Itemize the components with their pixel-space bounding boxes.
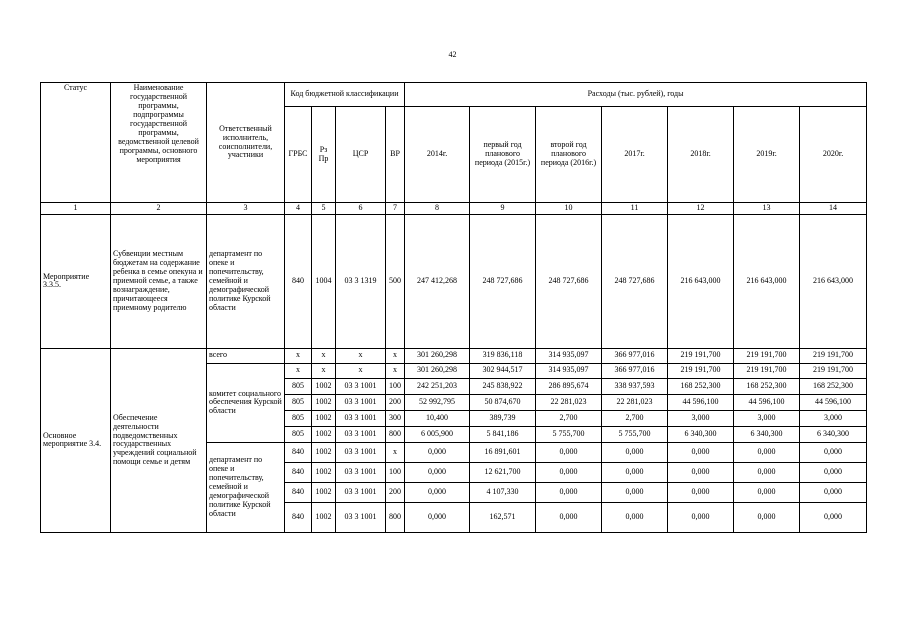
value-2019: 219 191,700 <box>734 348 800 363</box>
vr-cell: 200 <box>386 394 405 410</box>
value-2020: 44 596,100 <box>800 394 867 410</box>
executor-cell: департамент по опеке и попечительству, семейной и демографической политике Курской области <box>207 214 285 348</box>
rzpr-cell: 1002 <box>312 502 336 532</box>
value-2019: 0,000 <box>734 462 800 482</box>
value-2020: 6 340,300 <box>800 426 867 442</box>
rzpr-cell: 1002 <box>312 394 336 410</box>
value-2016: 22 281,023 <box>536 394 602 410</box>
vr-cell: 200 <box>386 482 405 502</box>
header-2020: 2020г. <box>800 107 867 203</box>
value-2017: 22 281,023 <box>602 394 668 410</box>
rzpr-cell: 1002 <box>312 482 336 502</box>
header-executor: Ответственный исполнитель, соисполнители, участники <box>207 83 285 203</box>
vr-cell: х <box>386 348 405 363</box>
value-2020: 0,000 <box>800 442 867 462</box>
col-num: 6 <box>336 203 386 215</box>
header-row-1 <box>41 83 867 107</box>
value-2018: 0,000 <box>668 442 734 462</box>
value-2019: 168 252,300 <box>734 378 800 394</box>
header-2018: 2018г. <box>668 107 734 203</box>
csr-cell: х <box>336 363 386 378</box>
budget-table <box>40 82 867 533</box>
col-num: 2 <box>111 203 207 215</box>
value-2016: 2,700 <box>536 410 602 426</box>
executor-department-cell: департамент по опеке и попечительству, семейной и демографической политике Курской области <box>207 442 285 532</box>
value-2016: 0,000 <box>536 502 602 532</box>
header-2014: 2014г. <box>405 107 470 203</box>
value-2014: 301 260,298 <box>405 363 470 378</box>
header-2017: 2017г. <box>602 107 668 203</box>
value-2014: 0,000 <box>405 482 470 502</box>
header-grbs: ГРБС <box>285 107 312 203</box>
csr-cell: 03 3 1001 <box>336 378 386 394</box>
csr-cell: х <box>336 348 386 363</box>
rzpr-cell: х <box>312 363 336 378</box>
value-2020: 219 191,700 <box>800 348 867 363</box>
value-2019: 44 596,100 <box>734 394 800 410</box>
value-2017: 0,000 <box>602 462 668 482</box>
header-2015: первый год планового периода (2015г.) <box>470 107 536 203</box>
value-2017: 5 755,700 <box>602 426 668 442</box>
col-num: 9 <box>470 203 536 215</box>
status-cell: Мероприятие 3.3.5. <box>41 214 111 348</box>
value-2016: 286 895,674 <box>536 378 602 394</box>
value-2018: 0,000 <box>668 502 734 532</box>
value-2018: 44 596,100 <box>668 394 734 410</box>
value-2015: 319 836,118 <box>470 348 536 363</box>
executor-committee-cell: комитет социального обеспечения Курской области <box>207 363 285 442</box>
grbs-cell: 805 <box>285 378 312 394</box>
vr-cell: 800 <box>386 426 405 442</box>
value-2018: 168 252,300 <box>668 378 734 394</box>
csr-cell: 03 3 1001 <box>336 482 386 502</box>
status-cell: Основное мероприятие 3.4. <box>41 348 111 532</box>
value-2018: 219 191,700 <box>668 348 734 363</box>
table-row <box>41 348 867 363</box>
value-2017: 0,000 <box>602 502 668 532</box>
value-2014: 0,000 <box>405 462 470 482</box>
grbs-cell: 805 <box>285 426 312 442</box>
rzpr-cell: 1002 <box>312 442 336 462</box>
header-expenses: Расходы (тыс. рублей), годы <box>405 83 867 107</box>
rzpr-cell: 1004 <box>312 214 336 348</box>
grbs-cell: х <box>285 363 312 378</box>
grbs-cell: 805 <box>285 394 312 410</box>
value-2017: 338 937,593 <box>602 378 668 394</box>
value-2020: 3,000 <box>800 410 867 426</box>
name-cell: Субвенции местным бюджетам на содержание ребенка в семье опекуна и приемной семье, а также вознаграждение, причитающееся приемному родителю <box>111 214 207 348</box>
value-2015: 248 727,686 <box>470 214 536 348</box>
rzpr-cell: 1002 <box>312 410 336 426</box>
header-vr: ВР <box>386 107 405 203</box>
col-num: 3 <box>207 203 285 215</box>
value-2015: 4 107,330 <box>470 482 536 502</box>
value-2020: 216 643,000 <box>800 214 867 348</box>
csr-cell: 03 3 1001 <box>336 462 386 482</box>
value-2016: 314 935,097 <box>536 348 602 363</box>
value-2019: 0,000 <box>734 442 800 462</box>
value-2019: 0,000 <box>734 502 800 532</box>
value-2014: 0,000 <box>405 442 470 462</box>
value-2020: 0,000 <box>800 462 867 482</box>
value-2015: 162,571 <box>470 502 536 532</box>
value-2014: 301 260,298 <box>405 348 470 363</box>
value-2019: 3,000 <box>734 410 800 426</box>
header-budget-code: Код бюджетной классификации <box>285 83 405 107</box>
value-2016: 0,000 <box>536 462 602 482</box>
rzpr-cell: 1002 <box>312 462 336 482</box>
value-2017: 2,700 <box>602 410 668 426</box>
header-status: Статус <box>41 83 111 203</box>
csr-cell: 03 3 1319 <box>336 214 386 348</box>
csr-cell: 03 3 1001 <box>336 426 386 442</box>
value-2015: 302 944,517 <box>470 363 536 378</box>
name-cell: Обеспечение деятельности подведомственных государственных учреждений социальной помощи семье и детям <box>111 348 207 532</box>
rzpr-cell: 1002 <box>312 378 336 394</box>
col-num: 5 <box>312 203 336 215</box>
grbs-cell: 840 <box>285 502 312 532</box>
header-2019: 2019г. <box>734 107 800 203</box>
csr-cell: 03 3 1001 <box>336 502 386 532</box>
header-rzpr: Рз Пр <box>312 107 336 203</box>
value-2020: 0,000 <box>800 482 867 502</box>
grbs-cell: 840 <box>285 482 312 502</box>
value-2017: 248 727,686 <box>602 214 668 348</box>
vr-cell: 800 <box>386 502 405 532</box>
value-2014: 52 992,795 <box>405 394 470 410</box>
value-2019: 0,000 <box>734 482 800 502</box>
header-name: Наименование государственной программы, подпрограммы государственной программы, ведомственной целевой программы, основного мероприятия <box>111 83 207 203</box>
value-2016: 248 727,686 <box>536 214 602 348</box>
value-2015: 389,739 <box>470 410 536 426</box>
value-2018: 0,000 <box>668 482 734 502</box>
col-num: 13 <box>734 203 800 215</box>
grbs-cell: 840 <box>285 462 312 482</box>
value-2019: 6 340,300 <box>734 426 800 442</box>
value-2018: 6 340,300 <box>668 426 734 442</box>
value-2015: 12 621,700 <box>470 462 536 482</box>
col-num: 10 <box>536 203 602 215</box>
col-num: 14 <box>800 203 867 215</box>
value-2015: 16 891,601 <box>470 442 536 462</box>
csr-cell: 03 3 1001 <box>336 410 386 426</box>
header-2016: второй год планового периода (2016г.) <box>536 107 602 203</box>
value-2019: 219 191,700 <box>734 363 800 378</box>
value-2017: 366 977,016 <box>602 348 668 363</box>
column-number-row <box>41 203 867 215</box>
value-2015: 50 874,670 <box>470 394 536 410</box>
value-2014: 10,400 <box>405 410 470 426</box>
grbs-cell: х <box>285 348 312 363</box>
value-2018: 216 643,000 <box>668 214 734 348</box>
vr-cell: 100 <box>386 378 405 394</box>
col-num: 8 <box>405 203 470 215</box>
vr-cell: 100 <box>386 462 405 482</box>
value-2016: 0,000 <box>536 442 602 462</box>
col-num: 1 <box>41 203 111 215</box>
value-2016: 5 755,700 <box>536 426 602 442</box>
value-2014: 242 251,203 <box>405 378 470 394</box>
value-2016: 314 935,097 <box>536 363 602 378</box>
value-2017: 0,000 <box>602 482 668 502</box>
table-row-m335 <box>41 214 867 348</box>
vr-cell: х <box>386 442 405 462</box>
vr-cell: х <box>386 363 405 378</box>
col-num: 12 <box>668 203 734 215</box>
value-2014: 6 005,900 <box>405 426 470 442</box>
value-2020: 0,000 <box>800 502 867 532</box>
grbs-cell: 840 <box>285 214 312 348</box>
col-num: 4 <box>285 203 312 215</box>
grbs-cell: 840 <box>285 442 312 462</box>
col-num: 7 <box>386 203 405 215</box>
value-2018: 219 191,700 <box>668 363 734 378</box>
value-2014: 0,000 <box>405 502 470 532</box>
value-2019: 216 643,000 <box>734 214 800 348</box>
rzpr-cell: 1002 <box>312 426 336 442</box>
value-2018: 3,000 <box>668 410 734 426</box>
col-num: 11 <box>602 203 668 215</box>
value-2014: 247 412,268 <box>405 214 470 348</box>
executor-total-cell: всего <box>207 348 285 363</box>
vr-cell: 500 <box>386 214 405 348</box>
value-2020: 168 252,300 <box>800 378 867 394</box>
value-2015: 5 841,186 <box>470 426 536 442</box>
csr-cell: 03 3 1001 <box>336 394 386 410</box>
grbs-cell: 805 <box>285 410 312 426</box>
value-2017: 0,000 <box>602 442 668 462</box>
value-2020: 219 191,700 <box>800 363 867 378</box>
value-2017: 366 977,016 <box>602 363 668 378</box>
value-2016: 0,000 <box>536 482 602 502</box>
csr-cell: 03 3 1001 <box>336 442 386 462</box>
header-csr: ЦСР <box>336 107 386 203</box>
vr-cell: 300 <box>386 410 405 426</box>
value-2018: 0,000 <box>668 462 734 482</box>
page-number: 42 <box>448 50 457 59</box>
value-2015: 245 838,922 <box>470 378 536 394</box>
rzpr-cell: х <box>312 348 336 363</box>
